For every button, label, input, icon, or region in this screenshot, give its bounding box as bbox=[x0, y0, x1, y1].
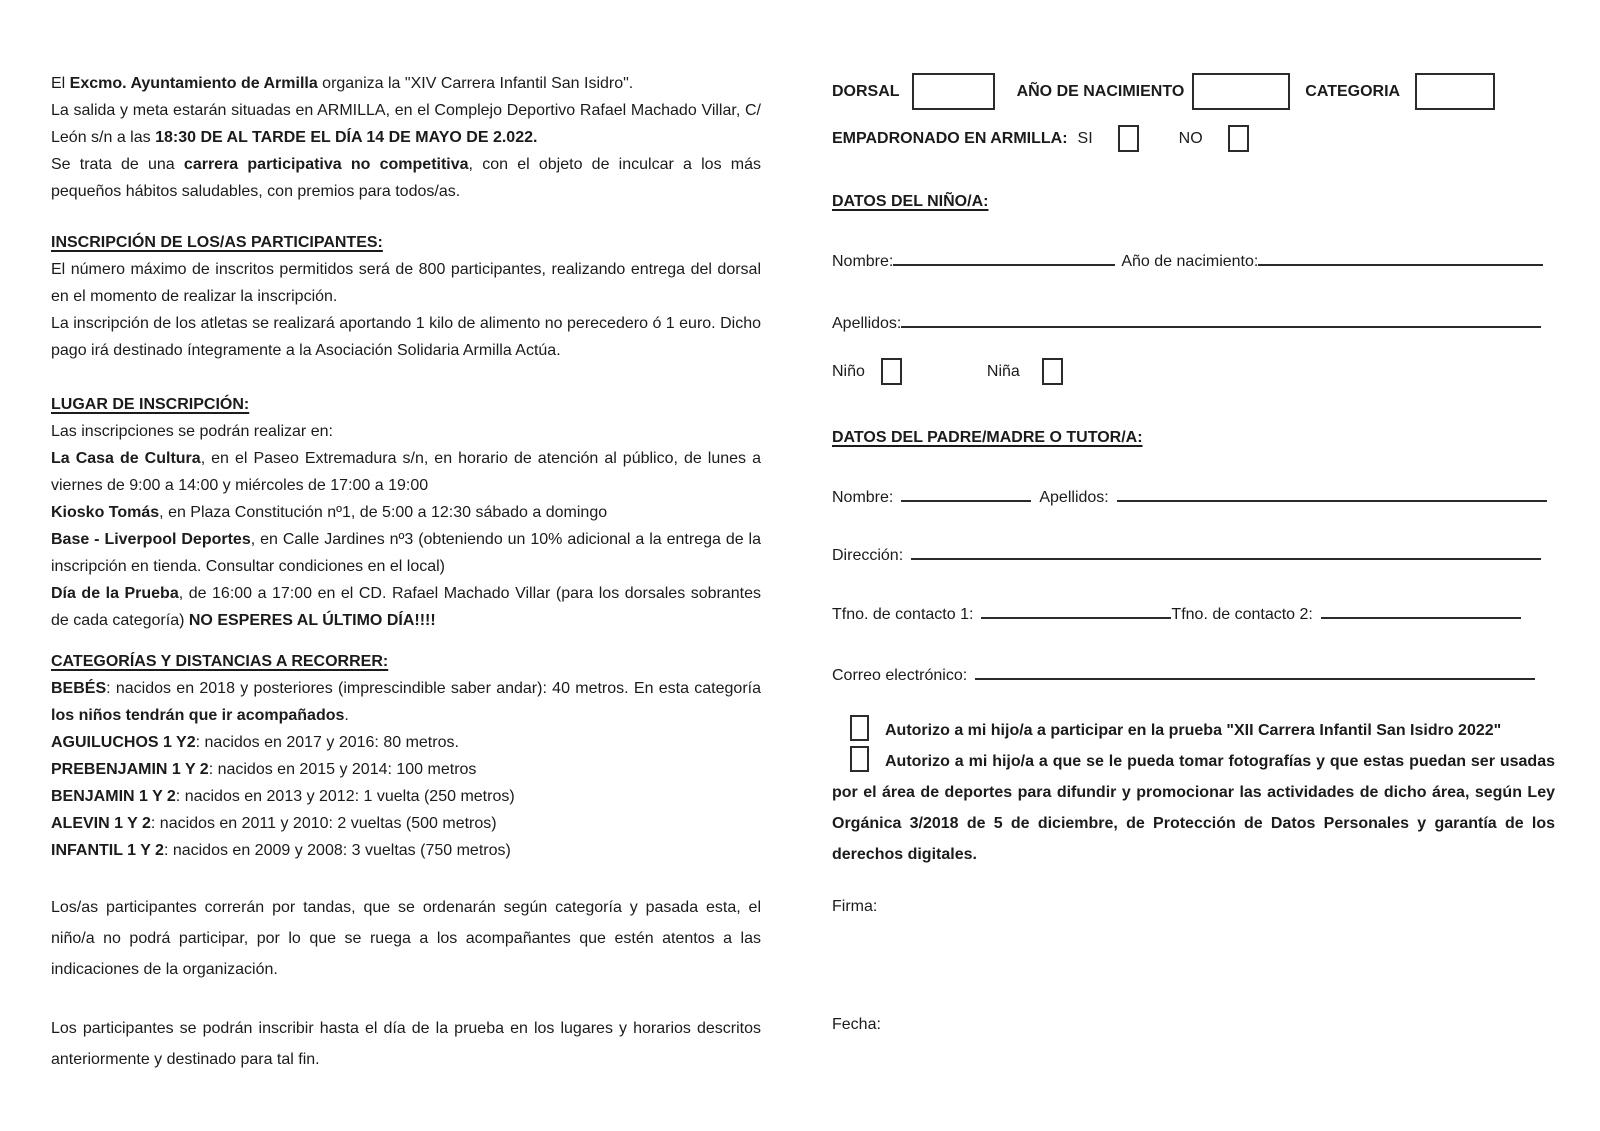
text-run: , en el Paseo Extremadura s/n, en horario de atención al público, de lunes a viernes de 9:00 a 14:00 y miércoles de 17:00 a 19:00 bbox=[51, 450, 761, 494]
authorization-photos-text: Autorizo a mi hijo/a a que se le pueda tomar fotografías y que estas puedan ser usadas por el área de deportes para difundir y promocionar las actividades de dicho área, según Ley Orgánica 3/2018 de 5 de diciembre, de Protección de Datos Personales y garantía de los derechos digitales. bbox=[832, 753, 1555, 863]
bold-text-run: ALEVIN 1 Y 2 bbox=[51, 815, 151, 832]
guardian-name-row bbox=[832, 484, 1555, 511]
authorization-photos-checkbox[interactable] bbox=[850, 746, 869, 772]
paragraph bbox=[51, 256, 761, 310]
bold-text-run: BEBÉS bbox=[51, 680, 107, 697]
blank-line bbox=[51, 364, 761, 391]
bold-text-run: INFANTIL 1 Y 2 bbox=[51, 842, 164, 859]
bold-text-run: Día de la Prueba bbox=[51, 585, 179, 602]
paragraph bbox=[51, 783, 761, 810]
bold-text-run: NO ESPERES AL ÚLTIMO DÍA!!!! bbox=[188, 612, 436, 629]
paragraph bbox=[51, 580, 761, 634]
guardian-surname-label: Apellidos: bbox=[1039, 489, 1109, 506]
text-run: , de 16:00 a 17:00 en el CD. Rafael Machado Villar (para los dorsales sobrantes de cada categoría) bbox=[51, 585, 761, 629]
date-label: Fecha: bbox=[832, 1016, 881, 1033]
child-section-heading: DATOS DEL NIÑO/A: bbox=[832, 193, 989, 210]
text-run: , con el objeto de inculcar a los más pequeños hábitos saludables, con premios para todos/as. bbox=[51, 156, 762, 200]
girl-label: Niña bbox=[986, 363, 1020, 380]
blank-line bbox=[51, 864, 761, 892]
section-heading: INSCRIPCIÓN DE LOS/AS PARTICIPANTES: bbox=[51, 234, 383, 251]
child-name-field[interactable] bbox=[893, 249, 1115, 266]
authorization-photos bbox=[832, 746, 1555, 870]
paragraph bbox=[51, 1013, 761, 1075]
form-column bbox=[832, 73, 1555, 1038]
phone1-label: Tfno. de contacto 1: bbox=[832, 606, 974, 623]
blank-line bbox=[51, 985, 761, 1013]
paragraph bbox=[51, 756, 761, 783]
blank-line bbox=[51, 634, 761, 648]
registered-no-label: NO bbox=[1178, 130, 1203, 147]
dorsal-box[interactable] bbox=[912, 73, 995, 110]
paragraph bbox=[51, 729, 761, 756]
paragraph bbox=[51, 70, 761, 97]
child-birth-year-field[interactable] bbox=[1258, 249, 1543, 266]
email-field[interactable] bbox=[975, 663, 1535, 680]
registered-row bbox=[832, 125, 1555, 152]
paragraph bbox=[51, 97, 761, 151]
phone2-label: Tfno. de contacto 2: bbox=[1171, 606, 1313, 623]
child-surname-row bbox=[832, 310, 1555, 337]
text-run: Los participantes se podrán inscribir hasta el día de la prueba en los lugares y horarios descritos anteriormente y destinado para tal fin. bbox=[51, 1020, 761, 1068]
bold-text-run: AGUILUCHOS 1 Y2 bbox=[51, 734, 196, 751]
bold-text-run: PREBENJAMIN 1 Y 2 bbox=[51, 761, 209, 778]
paragraph bbox=[51, 445, 761, 499]
phone1-field[interactable] bbox=[981, 602, 1171, 619]
paragraph bbox=[51, 310, 761, 364]
text-run: Se trata de una bbox=[51, 156, 184, 173]
text-run: El número máximo de inscritos permitidos será de 800 participantes, realizando entrega del dorsal en el momento de realizar la inscripción. bbox=[51, 261, 761, 305]
text-run: : nacidos en 2018 y posteriores (imprescindible saber andar): 40 metros. En esta categoría bbox=[106, 680, 761, 697]
child-name-label: Nombre: bbox=[832, 253, 894, 270]
text-run: , en Plaza Constitución nº1, de 5:00 a 12:30 sábado a domingo bbox=[159, 504, 608, 521]
registered-yes-checkbox[interactable] bbox=[1118, 125, 1139, 152]
guardian-section-heading: DATOS DEL PADRE/MADRE O TUTOR/A: bbox=[832, 429, 1143, 446]
text-run: : nacidos en 2009 y 2008: 3 vueltas (750 metros) bbox=[163, 842, 511, 859]
section-heading: CATEGORÍAS Y DISTANCIAS A RECORRER: bbox=[51, 653, 389, 670]
guardian-address-field[interactable] bbox=[911, 543, 1541, 560]
text-run: organiza la "XIV Carrera Infantil San Isidro". bbox=[317, 75, 634, 92]
dorsal-label: DORSAL bbox=[832, 83, 900, 100]
authorization-participation bbox=[832, 715, 1555, 746]
top-fields-row bbox=[832, 73, 1555, 110]
bold-text-run: Excmo. Ayuntamiento de Armilla bbox=[69, 75, 318, 92]
guardian-surname-field[interactable] bbox=[1117, 485, 1547, 502]
paragraph bbox=[51, 810, 761, 837]
registered-yes-label: SI bbox=[1077, 130, 1093, 147]
paragraph bbox=[51, 837, 761, 864]
text-run: : nacidos en 2011 y 2010: 2 vueltas (500 metros) bbox=[150, 815, 497, 832]
guardian-address-label: Dirección: bbox=[832, 547, 904, 564]
birth-year-box-label: AÑO DE NACIMIENTO bbox=[1016, 83, 1185, 100]
guardian-phones-row bbox=[832, 601, 1555, 628]
authorization-participation-checkbox[interactable] bbox=[850, 715, 869, 741]
guardian-email-row bbox=[832, 662, 1555, 689]
birth-year-box[interactable] bbox=[1192, 73, 1290, 110]
boy-checkbox[interactable] bbox=[881, 358, 902, 385]
phone2-field[interactable] bbox=[1321, 602, 1521, 619]
text-run: : nacidos en 2017 y 2016: 80 metros. bbox=[195, 734, 459, 751]
registered-label: EMPADRONADO EN ARMILLA: bbox=[832, 130, 1068, 147]
text-run: La inscripción de los atletas se realizará aportando 1 kilo de alimento no perecedero ó 1 euro. Dicho pago irá destinado íntegramente a la Asociación Solidaria Armilla Actúa. bbox=[51, 315, 761, 359]
boy-label: Niño bbox=[832, 363, 865, 380]
registered-no-checkbox[interactable] bbox=[1228, 125, 1249, 152]
signature-label: Firma: bbox=[832, 898, 878, 915]
paragraph bbox=[51, 675, 761, 729]
category-label: CATEGORIA bbox=[1305, 83, 1401, 100]
bold-text-run: BENJAMIN 1 Y 2 bbox=[51, 788, 176, 805]
paragraph bbox=[51, 418, 761, 445]
paragraph bbox=[51, 526, 761, 580]
paragraph bbox=[51, 499, 761, 526]
bold-text-run: carrera participativa no competitiva bbox=[183, 156, 469, 173]
category-box[interactable] bbox=[1415, 73, 1495, 110]
paragraph bbox=[51, 892, 761, 985]
text-run: El bbox=[51, 75, 70, 92]
guardian-address-row bbox=[832, 542, 1555, 569]
email-label: Correo electrónico: bbox=[832, 667, 968, 684]
info-column bbox=[51, 70, 761, 1075]
text-run: Los/as participantes correrán por tandas, que se ordenarán según categoría y pasada esta, el niño/a no podrá participar, por lo que se ruega a los acompañantes que estén atentos a las indicaciones de la organización. bbox=[51, 899, 761, 978]
bold-text-run: los niños tendrán que ir acompañados bbox=[51, 707, 345, 724]
guardian-name-field[interactable] bbox=[901, 485, 1031, 502]
child-surname-label: Apellidos: bbox=[832, 315, 902, 332]
blank-line bbox=[51, 205, 761, 229]
text-run: La salida y meta estarán situadas en ARMILLA, en el Complejo Deportivo Rafael Machado Villar, C/ León s/n a las bbox=[51, 102, 761, 146]
text-run: . bbox=[344, 707, 349, 724]
authorization-participation-text: Autorizo a mi hijo/a a participar en la prueba "XII Carrera Infantil San Isidro 2022" bbox=[885, 722, 1502, 739]
text-run: , en Calle Jardines nº3 (obteniendo un 10% adicional a la entrega de la inscripción en tienda. Consultar condiciones en el local) bbox=[51, 531, 761, 575]
text-run: Las inscripciones se podrán realizar en: bbox=[51, 423, 333, 440]
child-name-row bbox=[832, 248, 1555, 275]
text-run: : nacidos en 2013 y 2012: 1 vuelta (250 metros) bbox=[175, 788, 515, 805]
paragraph bbox=[51, 151, 761, 205]
text-run: : nacidos en 2015 y 2014: 100 metros bbox=[208, 761, 477, 778]
guardian-name-label: Nombre: bbox=[832, 489, 894, 506]
child-sex-row bbox=[832, 358, 1555, 385]
section-heading: LUGAR DE INSCRIPCIÓN: bbox=[51, 396, 250, 413]
girl-checkbox[interactable] bbox=[1042, 358, 1063, 385]
bold-text-run: Kiosko Tomás bbox=[51, 504, 160, 521]
bold-text-run: Base - Liverpool Deportes bbox=[51, 531, 251, 548]
bold-text-run: La Casa de Cultura bbox=[51, 450, 201, 467]
child-surname-field[interactable] bbox=[901, 311, 1541, 328]
child-birth-year-label: Año de nacimiento: bbox=[1121, 253, 1259, 270]
bold-text-run: 18:30 DE AL TARDE EL DÍA 14 DE MAYO DE 2.022. bbox=[155, 129, 538, 146]
